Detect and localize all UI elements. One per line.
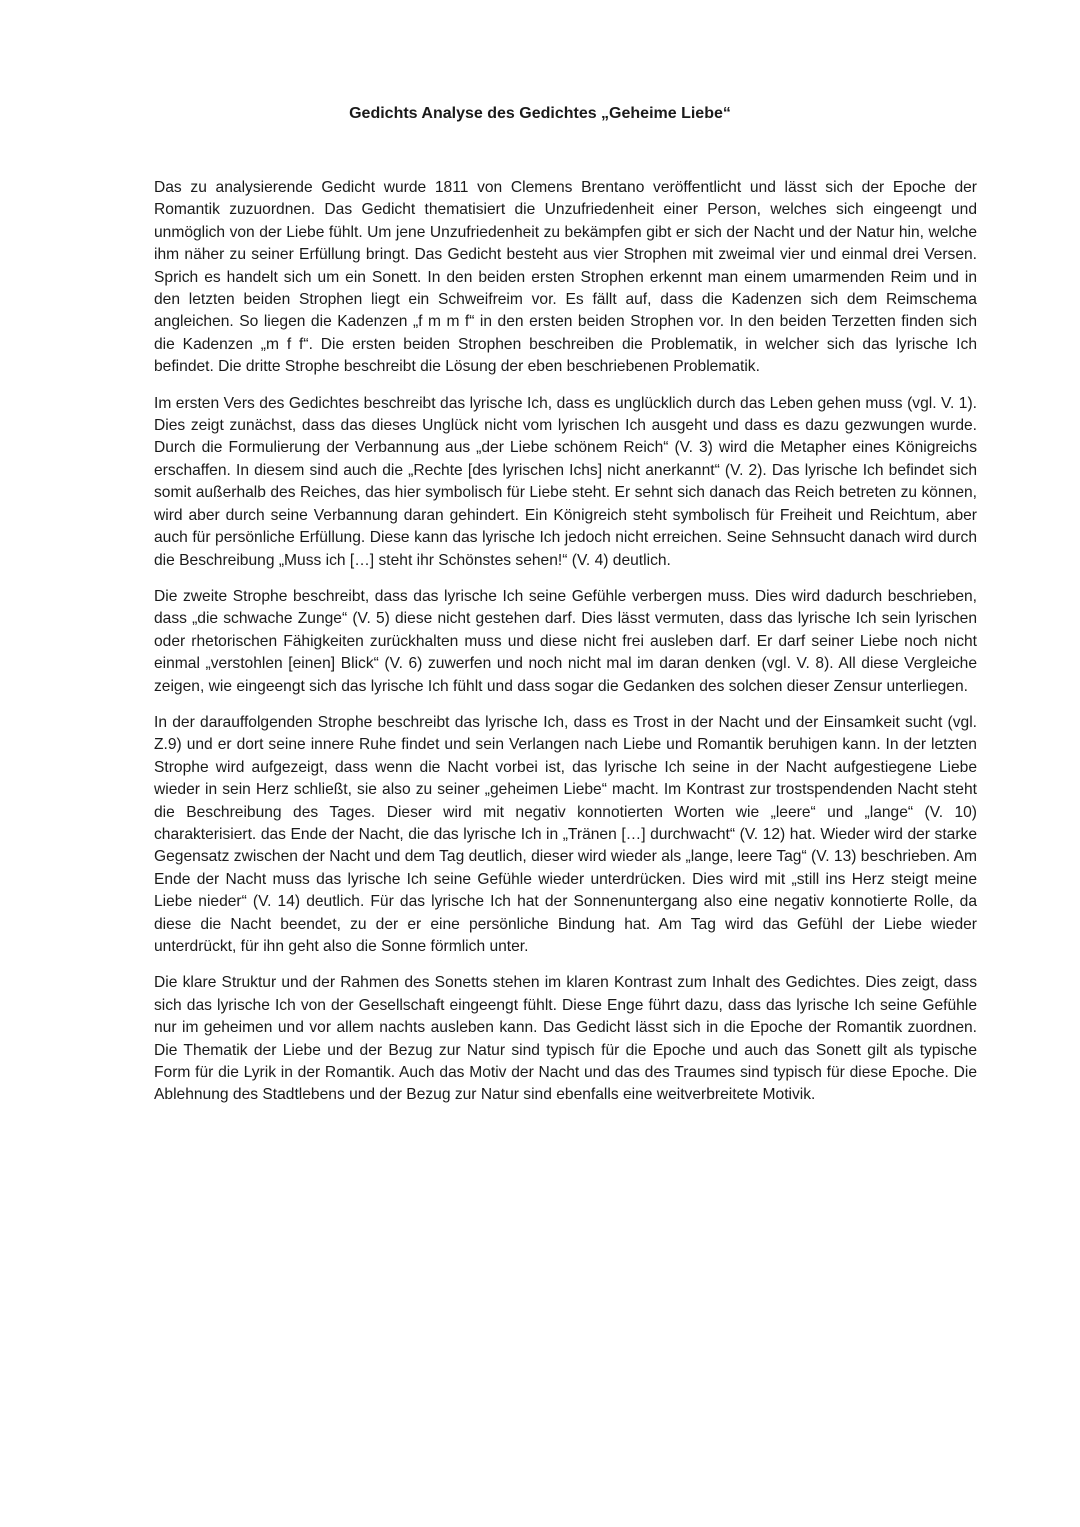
paragraph-third-fourth-stanza: In der darauffolgenden Strophe beschreibt das lyrische Ich, dass es Trost in der Nacht und der Einsamkeit sucht (vgl. Z.9) und er dort seine innere Ruhe findet und sein Verlangen nach Liebe und Romantik beruhigen kann. In der letzten Strophe wird aufgezeigt, dass wenn die Nacht vorbei ist, das lyrische Ich seine in der Nacht aufgestiegene Liebe wieder in sein Herz schließt, sie also zu seiner „geheimen Liebe“ macht. Im Kontrast zur trostspendenden Nacht steht die Beschreibung des Tages. Dieser wird mit negativ konnotierten Worten wie „leere“ und „lange“ (V. 10) charakterisiert. das Ende der Nacht, die das lyrische Ich in „Tränen […] durchwacht“ (V. 12) hat. Wieder wird der starke Gegensatz zwischen der Nacht und dem Tag deutlich, dieser wird wieder als „lange, leere Tag“ (V. 13) beschrieben. Am Ende der Nacht muss das lyrische Ich seine Gefühle wieder unterdrücken. Dies wird mit „still ins Herz steigt meine Liebe nieder“ (V. 14) deutlich. Für das lyrische Ich hat der Sonnenuntergang also eine negativ konnotierte Rolle, da diese die Nacht beendet, zu der er eine persönliche Bindung hat. Am Tag wird das Gefühl der Liebe wieder unterdrückt, für ihn geht also die Sonne förmlich unter. <box>154 713 977 955</box>
paragraph-first-stanza: Im ersten Vers des Gedichtes beschreibt das lyrische Ich, dass es unglücklich durch das Leben gehen muss (vgl. V. 1). Dies zeigt zunächst, dass das dieses Unglück nicht vom lyrischen Ich ausgeht und dass es dazu gezwungen wurde. Durch die Formulierung der Verbannung aus „der Liebe schönem Reich“ (V. 3) wird die Metapher eines Königreichs erschaffen. In diesem sind auch die „Rechte [des lyrischen Ichs] nicht anerkannt“ (V. 2). Das lyrische Ich befindet sich somit außerhalb des Reiches, das hier symbolisch für Liebe steht. Er sehnt sich danach das Reich betreten zu können, wird aber durch seine Verbannung daran gehindert. Ein Königreich steht symbolisch für Freiheit und Reichtum, aber auch für persönliche Erfüllung. Diese kann das lyrische Ich jedoch nicht erreichen. Seine Sehnsucht danach wird durch die Beschreibung „Muss ich […] steht ihr Schönstes sehen!“ (V. 4) deutlich. <box>154 394 977 569</box>
document-body <box>154 177 977 1121</box>
paragraph-introduction: Das zu analysierende Gedicht wurde 1811 von Clemens Brentano veröffentlicht und lässt sich der Epoche der Romantik zuzuordnen. Das Gedicht thematisiert die Unzufriedenheit einer Person, welches sich eingeengt und unmöglich von der Liebe fühlt. Um jene Unzufriedenheit zu bekämpfen gibt er sich der Nacht und der Natur hin, welche ihm näher zu seiner Erfüllung bringt. Das Gedicht besteht aus vier Strophen mit zweimal vier und einmal drei Versen. Sprich es handelt sich um ein Sonett. In den beiden ersten Strophen erkennt man einem umarmenden Reim und in den letzten beiden Strophen liegt ein Schweifreim vor. Es fällt auf, dass die Kadenzen sich dem Reimschema angleichen. So liegen die Kadenzen „f m m f“ in den ersten beiden Strophen vor. In den beiden Terzetten finden sich die Kadenzen „m f f“. Die ersten beiden Strophen beschreiben die Problematik, in welcher sich das lyrische Ich befindet. Die dritte Strophe beschreibt die Lösung der eben beschriebenen Problematik. <box>154 179 977 376</box>
paragraph-conclusion: Die klare Struktur und der Rahmen des Sonetts stehen im klaren Kontrast zum Inhalt des Gedichtes. Dies zeigt, dass sich das lyrische Ich von der Gesellschaft eingeengt fühlt. Diese Enge führt dazu, dass das lyrische Ich seine Gefühle nur im geheimen und vor allem nachts ausleben kann. Das Gedicht lässt sich in die Epoche der Romantik zuordnen. Die Thematik der Liebe und der Bezug zur Natur sind typisch für die Epoche und auch das Sonett gilt als typische Form für die Lyrik in der Romantik. Auch das Motiv der Nacht und das des Traumes sind typisch für diese Epoche. Die Ablehnung des Stadtlebens und der Bezug zur Natur sind ebenfalls eine weitverbreitete Motivik. <box>154 974 977 1104</box>
document-title: Gedichts Analyse des Gedichtes „Geheime Liebe“ <box>349 105 731 122</box>
paragraph-second-stanza: Die zweite Strophe beschreibt, dass das lyrische Ich seine Gefühle verbergen muss. Dies wird dadurch beschrieben, dass „die schwache Zunge“ (V. 5) diese nicht gestehen darf. Dies lässt vermuten, dass das lyrische Ich sein lyrischen oder rhetorischen Fähigkeiten zurückhalten muss und diese nicht frei ausleben darf. Er darf seiner Liebe noch nicht einmal „verstohlen [einen] Blick“ (V. 6) zuwerfen und noch nicht mal im daran denken (vgl. V. 8). All diese Vergleiche zeigen, wie eingeengt sich das lyrische Ich fühlt und dass sogar die Gedanken des solchen dieser Zensur unterliegen. <box>154 587 977 695</box>
